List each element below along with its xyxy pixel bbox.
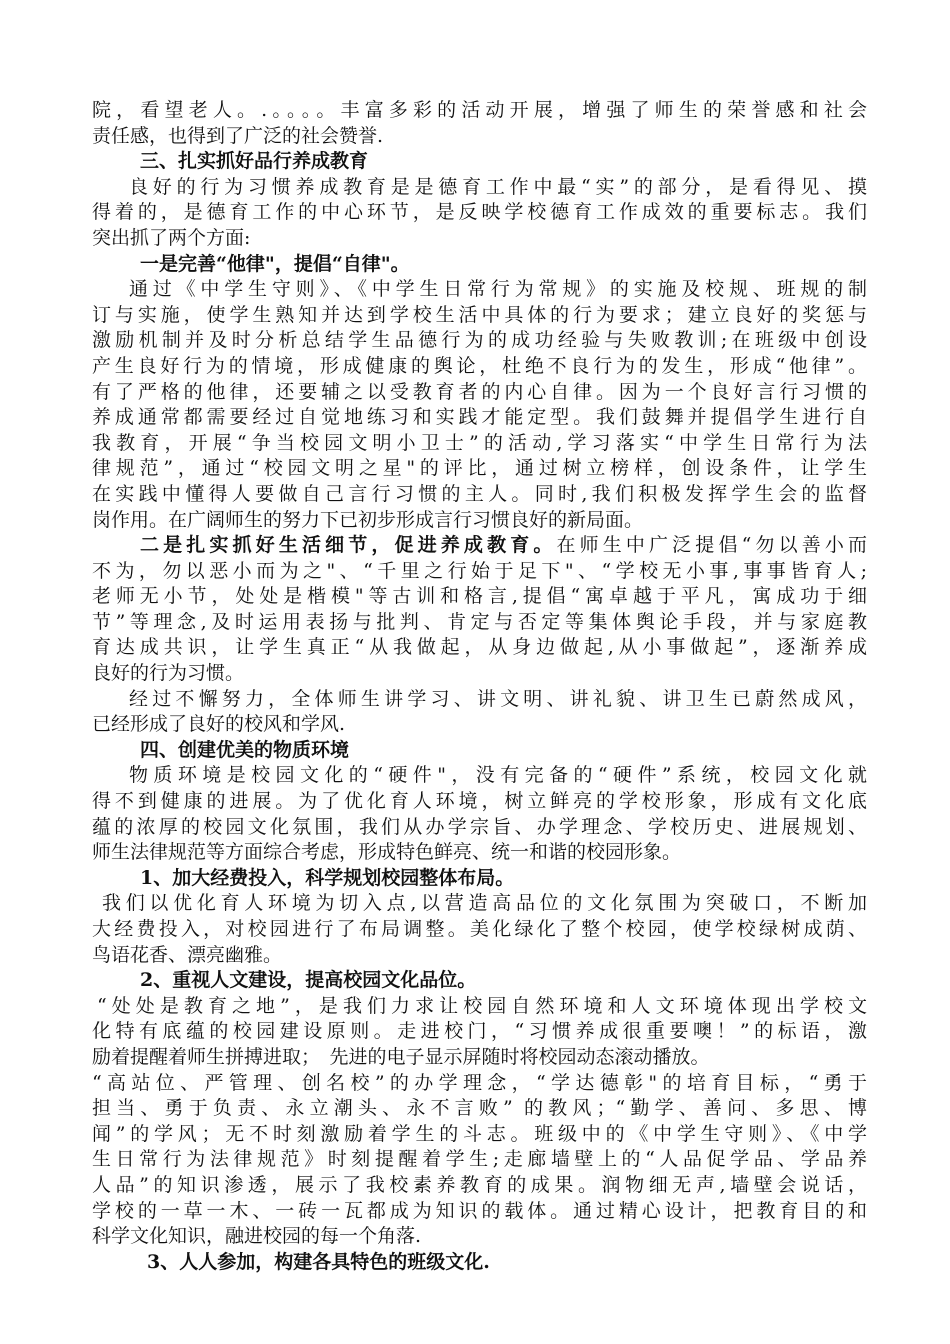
text-line: 担当、勇于负责、永立潮头、永不言败” 的教风；“勤学、善问、多思、博 xyxy=(92,1097,867,1120)
text-line: 学校的一草一木、一砖一瓦都成为知识的载体。通过精心设计，把教育目的和 xyxy=(92,1199,867,1222)
text-line: 良好的行为习惯养成教育是是德育工作中最“实”的部分，是看得见、摸 xyxy=(129,175,867,198)
text-line: 鸟语花香、漂亮幽雅。 xyxy=(92,943,283,966)
text-run: 在师生中广泛提倡“勿以善小而 xyxy=(556,534,867,557)
text-line: 闻”的学风；无不时刻激励着学生的斗志。班级中的《中学生守则》、《中学 xyxy=(92,1122,867,1145)
text-line: 化特有底蕴的校园建设原则。走进校门，“习惯养成很重要噢！”的标语，激 xyxy=(92,1020,867,1043)
text-line: 育达成共识，让学生真正“从我做起，从身边做起,从小事做起”，逐渐养成 xyxy=(92,636,867,659)
text-line: 得不到健康的进展。为了优化育人环境，树立鲜亮的学校形象，形成有文化底 xyxy=(92,790,867,813)
section-heading: 四、创建优美的物质环境 xyxy=(140,738,350,761)
text-line: 通过《中学生守则》、《中学生日常行为常规》的实施及校规、班规的制 xyxy=(129,278,867,301)
text-line: 科学文化知识，融进校园的每一个角落. xyxy=(92,1225,422,1248)
text-line: “处处是教育之地”，是我们力求让校园自然环境和人文环境体现出学校文 xyxy=(97,994,867,1017)
text-line: 养成通常都需要经过自觉地练习和实践才能定型。我们鼓舞并提倡学生进行自 xyxy=(92,406,867,429)
text-line: 励着提醒着师生拼搏进取； 先进的电子显示屏随时将校园动态滚动播放。 xyxy=(92,1045,710,1068)
subsection-heading: 1、加大经费投入，科学规划校园整体布局。 xyxy=(140,866,515,889)
subsection-heading: 一是完善“他律"，提倡“自律"。 xyxy=(140,252,410,275)
document-body xyxy=(92,98,867,1275)
text-line xyxy=(92,533,867,559)
text-line: 节”等理念,及时运用表扬与批判、肯定与否定等集体舆论手段，并与家庭教 xyxy=(92,610,867,633)
text-line: 我教育，开展“争当校园文明小卫士”的活动,学习落实“中学生日常行为法 xyxy=(92,431,867,454)
text-line: 人品”的知识渗透，展示了我校素养教育的成果。润物细无声,墙壁会说话， xyxy=(92,1173,867,1196)
text-line: 院，看望老人。.。。。。丰富多彩的活动开展，增强了师生的荣誉感和社会 xyxy=(92,99,867,121)
text-line: 律规范”，通过“校园文明之星"的评比，通过树立榜样，创设条件，让学生 xyxy=(92,457,867,480)
text-line: 责任感，也得到了广泛的社会赞誉. xyxy=(92,124,384,147)
section-heading: 三、扎实抓好品行养成教育 xyxy=(140,150,369,173)
text-line: 产生良好行为的情境，形成健康的舆论，杜绝不良行为的发生，形成“他律”。 xyxy=(92,354,867,377)
subsection-heading: 2、重视人文建设，提高校园文化品位。 xyxy=(140,969,477,992)
text-line: 得着的，是德育工作的中心环节，是反映学校德育工作成效的重要标志。我们 xyxy=(92,201,867,224)
text-line: 岗作用。在广阔师生的努力下已初步形成言行习惯良好的新局面。 xyxy=(92,508,644,531)
text-line: 已经形成了良好的校风和学风. xyxy=(92,713,346,736)
subsection-heading: 3、人人参加，构建各具特色的班级文化. xyxy=(147,1250,490,1273)
text-line: 突出抓了两个方面: xyxy=(92,226,251,249)
text-line: 不为，勿以恶小而为之"、“千里之行始于足下"、“学校无小事,事事皆育人; xyxy=(92,559,867,582)
text-line: 师生法律规范等方面综合考虑，形成特色鲜亮、统一和谐的校园形象。 xyxy=(92,841,682,864)
text-line: 物质环境是校园文化的“硬件"，没有完备的“硬件”系统，校园文化就 xyxy=(129,764,867,787)
text-line: 激励机制并及时分析总结学生品德行为的成功经验与失败教训;在班级中创设 xyxy=(92,329,867,352)
text-line: “高站位、严管理、创名校”的办学理念，“学达德彰"的培育目标，“勇于 xyxy=(92,1071,867,1094)
subsection-heading: 二是扎实抓好生活细节，促进养成教育。 xyxy=(140,534,557,557)
text-line: 老师无小节，处处是楷模"等古训和格言,提倡“寓卓越于平凡，寓成功于细 xyxy=(92,585,867,608)
text-line: 良好的行为习惯。 xyxy=(92,662,245,685)
text-line: 大经费投入，对校园进行了布局调整。美化绿化了整个校园，使学校绿树成荫、 xyxy=(92,918,867,940)
text-line: 生日常行为法律规范》时刻提醒着学生;走廊墙壁上的“人品促学品、学品养 xyxy=(92,1148,867,1171)
text-line: 有了严格的他律，还要辅之以受教育者的内心自律。因为一个良好言行习惯的 xyxy=(92,380,867,403)
text-line: 订与实施，使学生熟知并达到学校生活中具体的行为要求；建立良好的奖惩与 xyxy=(92,303,867,326)
text-line: 经过不懈努力，全体师生讲学习、讲文明、讲礼貌、讲卫生已蔚然成风， xyxy=(129,687,867,710)
text-line: 蕴的浓厚的校园文化氛围，我们从办学宗旨、办学理念、学校历史、进展规划、 xyxy=(92,815,867,838)
text-line: 我们以优化育人环境为切入点,以营造高品位的文化氛围为突破口，不断加 xyxy=(102,892,867,915)
text-line: 在实践中懂得人要做自己言行习惯的主人。同时,我们积极发挥学生会的监督 xyxy=(92,482,867,505)
